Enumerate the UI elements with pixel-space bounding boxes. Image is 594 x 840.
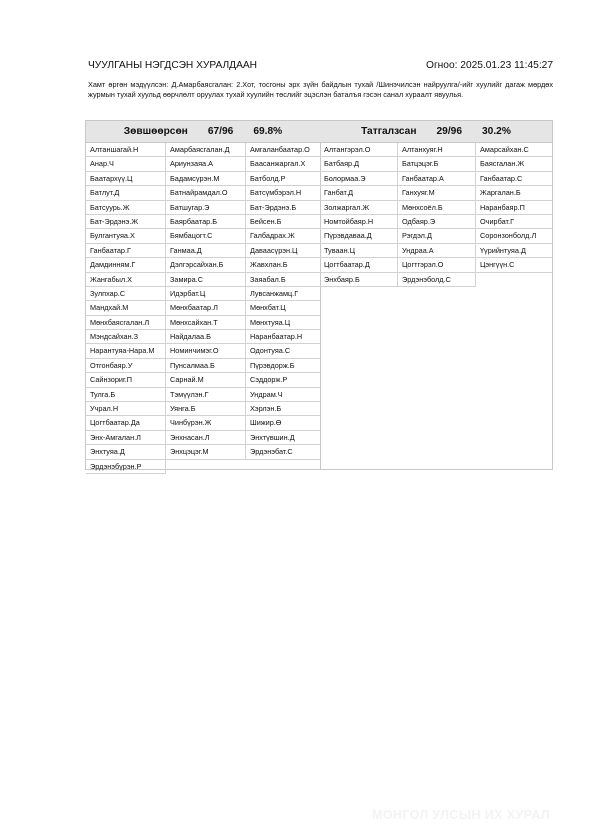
reject-percent: 30.2% <box>482 126 511 137</box>
reject-member-name: Болормаа.Э <box>320 172 398 186</box>
reject-column <box>398 143 476 287</box>
reject-member-name: Үүрийнтуяа.Д <box>476 244 552 258</box>
approve-member-name: Жангабыл.Х <box>86 273 166 287</box>
approve-member-name: Амгаланбаатар.О <box>246 143 320 157</box>
approve-member-name: Батсуурь.Ж <box>86 201 166 215</box>
approve-member-name: Чинбүрэн.Ж <box>166 416 246 430</box>
reject-member-name: Пүрэвдаваа.Д <box>320 229 398 243</box>
approve-member-name: Хэрлэн.Б <box>246 402 320 416</box>
approve-member-name: Галбадрах.Ж <box>246 229 320 243</box>
reject-member-name: Очирбат.Г <box>476 215 552 229</box>
approve-member-name: Ариунзаяа.А <box>166 157 246 171</box>
approve-member-name: Ганбаатар.Г <box>86 244 166 258</box>
reject-member-name: Ганхуяг.М <box>398 186 476 200</box>
approve-member-name: Эрдэнэбат.С <box>246 445 320 459</box>
approve-member-name: Энхцэцэг.М <box>166 445 246 459</box>
approve-member-name: Бейсен.Б <box>246 215 320 229</box>
approve-member-name: Лувсанжамц.Г <box>246 287 320 301</box>
reject-member-name: Ганбаатар.С <box>476 172 552 186</box>
approve-member-name: Цогтбаатар.Да <box>86 416 166 430</box>
reject-member-name: Ганбаатар.А <box>398 172 476 186</box>
approve-member-name: Мандхай.М <box>86 301 166 315</box>
approve-member-name: Энхтүвшин.Д <box>246 431 320 445</box>
approve-count: 67/96 <box>207 126 234 137</box>
approve-section <box>86 121 321 469</box>
approve-member-name: Одонтуяа.С <box>246 344 320 358</box>
vote-date: Огноо: 2025.01.23 11:45:27 <box>426 60 553 71</box>
approve-member-name: Пунсалмаа.Б <box>166 359 246 373</box>
approve-member-name: Дамдинням.Г <box>86 258 166 272</box>
reject-member-name: Энхбаяр.Б <box>320 273 398 287</box>
document-header <box>88 60 553 71</box>
approve-member-name: Бямбацогт.С <box>166 229 246 243</box>
reject-column <box>320 143 398 287</box>
reject-member-name: Ганбат.Д <box>320 186 398 200</box>
approve-member-name: Сэддорж.Р <box>246 373 320 387</box>
approve-column <box>166 143 246 474</box>
reject-member-name: Наранбаяр.П <box>476 201 552 215</box>
reject-member-name: Баясгалан.Ж <box>476 157 552 171</box>
reject-member-name: Соронзонболд.Л <box>476 229 552 243</box>
approve-member-name: Жавхлан.Б <box>246 258 320 272</box>
approve-member-name: Отгонбаяр.У <box>86 359 166 373</box>
approve-member-name: Зулпхар.С <box>86 287 166 301</box>
approve-member-name: Батлут.Д <box>86 186 166 200</box>
reject-member-name: Рэгдэл.Д <box>398 229 476 243</box>
approve-member-name: Батсүмбэрэл.Н <box>246 186 320 200</box>
approve-member-name: Шижир.Ө <box>246 416 320 430</box>
reject-member-name: Цогтгэрэл.О <box>398 258 476 272</box>
reject-member-name: Жаргалан.Б <box>476 186 552 200</box>
approve-header <box>86 121 320 143</box>
approve-member-name: Ундрам.Ч <box>246 388 320 402</box>
approve-member-name: Булгантуяа.Х <box>86 229 166 243</box>
vote-table <box>85 120 553 470</box>
reject-member-name: Мөнхсоёл.Б <box>398 201 476 215</box>
reject-member-name: Ундраа.А <box>398 244 476 258</box>
reject-member-name: Номтойбаяр.Н <box>320 215 398 229</box>
reject-header <box>320 121 552 143</box>
approve-percent: 69.8% <box>253 126 283 137</box>
approve-member-name: Учрал.Н <box>86 402 166 416</box>
approve-member-name: Сарнай.М <box>166 373 246 387</box>
approve-member-name: Идэрбат.Ц <box>166 287 246 301</box>
approve-member-name: Тэмүүлэн.Г <box>166 388 246 402</box>
approve-member-name: Батшугар.Э <box>166 201 246 215</box>
reject-member-name: Батцэцэг.Б <box>398 157 476 171</box>
session-title: ЧУУЛГАНЫ НЭГДСЭН ХУРАЛДААН <box>88 60 258 71</box>
approve-member-name: Мөнхтуяа.Ц <box>246 316 320 330</box>
approve-member-name: Найдалаа.Б <box>166 330 246 344</box>
approve-names-grid <box>86 143 320 474</box>
reject-member-name: Цогтбаатар.Д <box>320 258 398 272</box>
approve-member-name: Баатархүү.Ц <box>86 172 166 186</box>
approve-member-name: Батболд.Р <box>246 172 320 186</box>
approve-member-name: Мөнхбат.Ц <box>246 301 320 315</box>
reject-names-grid <box>320 143 552 287</box>
approve-member-name: Дэлгэрсайхан.Б <box>166 258 246 272</box>
approve-member-name: Сайнзориг.П <box>86 373 166 387</box>
approve-member-name: Мэндсайхан.З <box>86 330 166 344</box>
approve-member-name: Уянга.Б <box>166 402 246 416</box>
reject-member-name: Туваан.Ц <box>320 244 398 258</box>
watermark: МОНГОЛ УЛСЫН ИХ ХУРАЛ <box>372 808 551 822</box>
vote-description: Хамт өргөн мэдүүлсэн: Д.Амарбаясгалан: 2.Хот, тосгоны эрх зүйн байдлын тухай /Шинэчилсэн найруулга/-ийг хуулийг дагаж мөрдөх журмын тухай хуульд өөрчлөлт оруулах тухай хуулийн төслийг эцэслэн баталъя гэсэн санал хураалт явуулья. <box>88 80 553 99</box>
approve-member-name: Энх-Амгалан.Л <box>86 431 166 445</box>
approve-member-name: Мөнхбаясгалан.Л <box>86 316 166 330</box>
approve-member-name: Батнайрамдал.О <box>166 186 246 200</box>
reject-count: 29/96 <box>436 126 463 137</box>
approve-member-name: Энхтуяа.Д <box>86 445 166 459</box>
approve-member-name: Энхнасан.Л <box>166 431 246 445</box>
approve-member-name: Амарбаясгалан.Д <box>166 143 246 157</box>
approve-member-name: Мөнхбаатар.Л <box>166 301 246 315</box>
approve-member-name: Алтаншагай.Н <box>86 143 166 157</box>
reject-label: Татгалзсан <box>361 126 417 137</box>
reject-member-name: Алтанхуяг.Н <box>398 143 476 157</box>
reject-member-name: Цэнгүүн.С <box>476 258 552 272</box>
approve-member-name: Наранбаатар.Н <box>246 330 320 344</box>
approve-member-name: Даваасүрэн.Ц <box>246 244 320 258</box>
approve-member-name: Ганмаа.Д <box>166 244 246 258</box>
approve-member-name: Номинчимэг.О <box>166 344 246 358</box>
approve-member-name: Заяабал.Б <box>246 273 320 287</box>
approve-member-name: Бат-Эрдэнэ.Ж <box>86 215 166 229</box>
reject-column <box>476 143 552 287</box>
approve-member-name: Бат-Эрдэнэ.Б <box>246 201 320 215</box>
approve-member-name: Мөнхсайхан.Т <box>166 316 246 330</box>
reject-member-name: Алтангэрэл.О <box>320 143 398 157</box>
reject-member-name: Золжаргал.Ж <box>320 201 398 215</box>
approve-column <box>86 143 166 474</box>
reject-member-name: Батбаяр.Д <box>320 157 398 171</box>
approve-member-name: Баасанжаргал.Х <box>246 157 320 171</box>
approve-member-name: Бадамсүрэн.М <box>166 172 246 186</box>
approve-label: Зөвшөөрсөн <box>123 126 188 137</box>
reject-member-name: Эрдэнэболд.С <box>398 273 476 287</box>
reject-member-name: Амарсайхан.С <box>476 143 552 157</box>
approve-member-name: Анар.Ч <box>86 157 166 171</box>
approve-member-name: Пүрэвдорж.Б <box>246 359 320 373</box>
approve-member-name: Замира.С <box>166 273 246 287</box>
approve-member-name: Баярбаатар.Б <box>166 215 246 229</box>
approve-member-name: Тулга.Б <box>86 388 166 402</box>
reject-member-name: Одбаяр.Э <box>398 215 476 229</box>
reject-section <box>320 121 552 469</box>
approve-member-name: Нарантуяа-Нара.М <box>86 344 166 358</box>
approve-member-name: Эрдэнэбүрэн.Р <box>86 460 166 474</box>
approve-column <box>246 143 320 474</box>
